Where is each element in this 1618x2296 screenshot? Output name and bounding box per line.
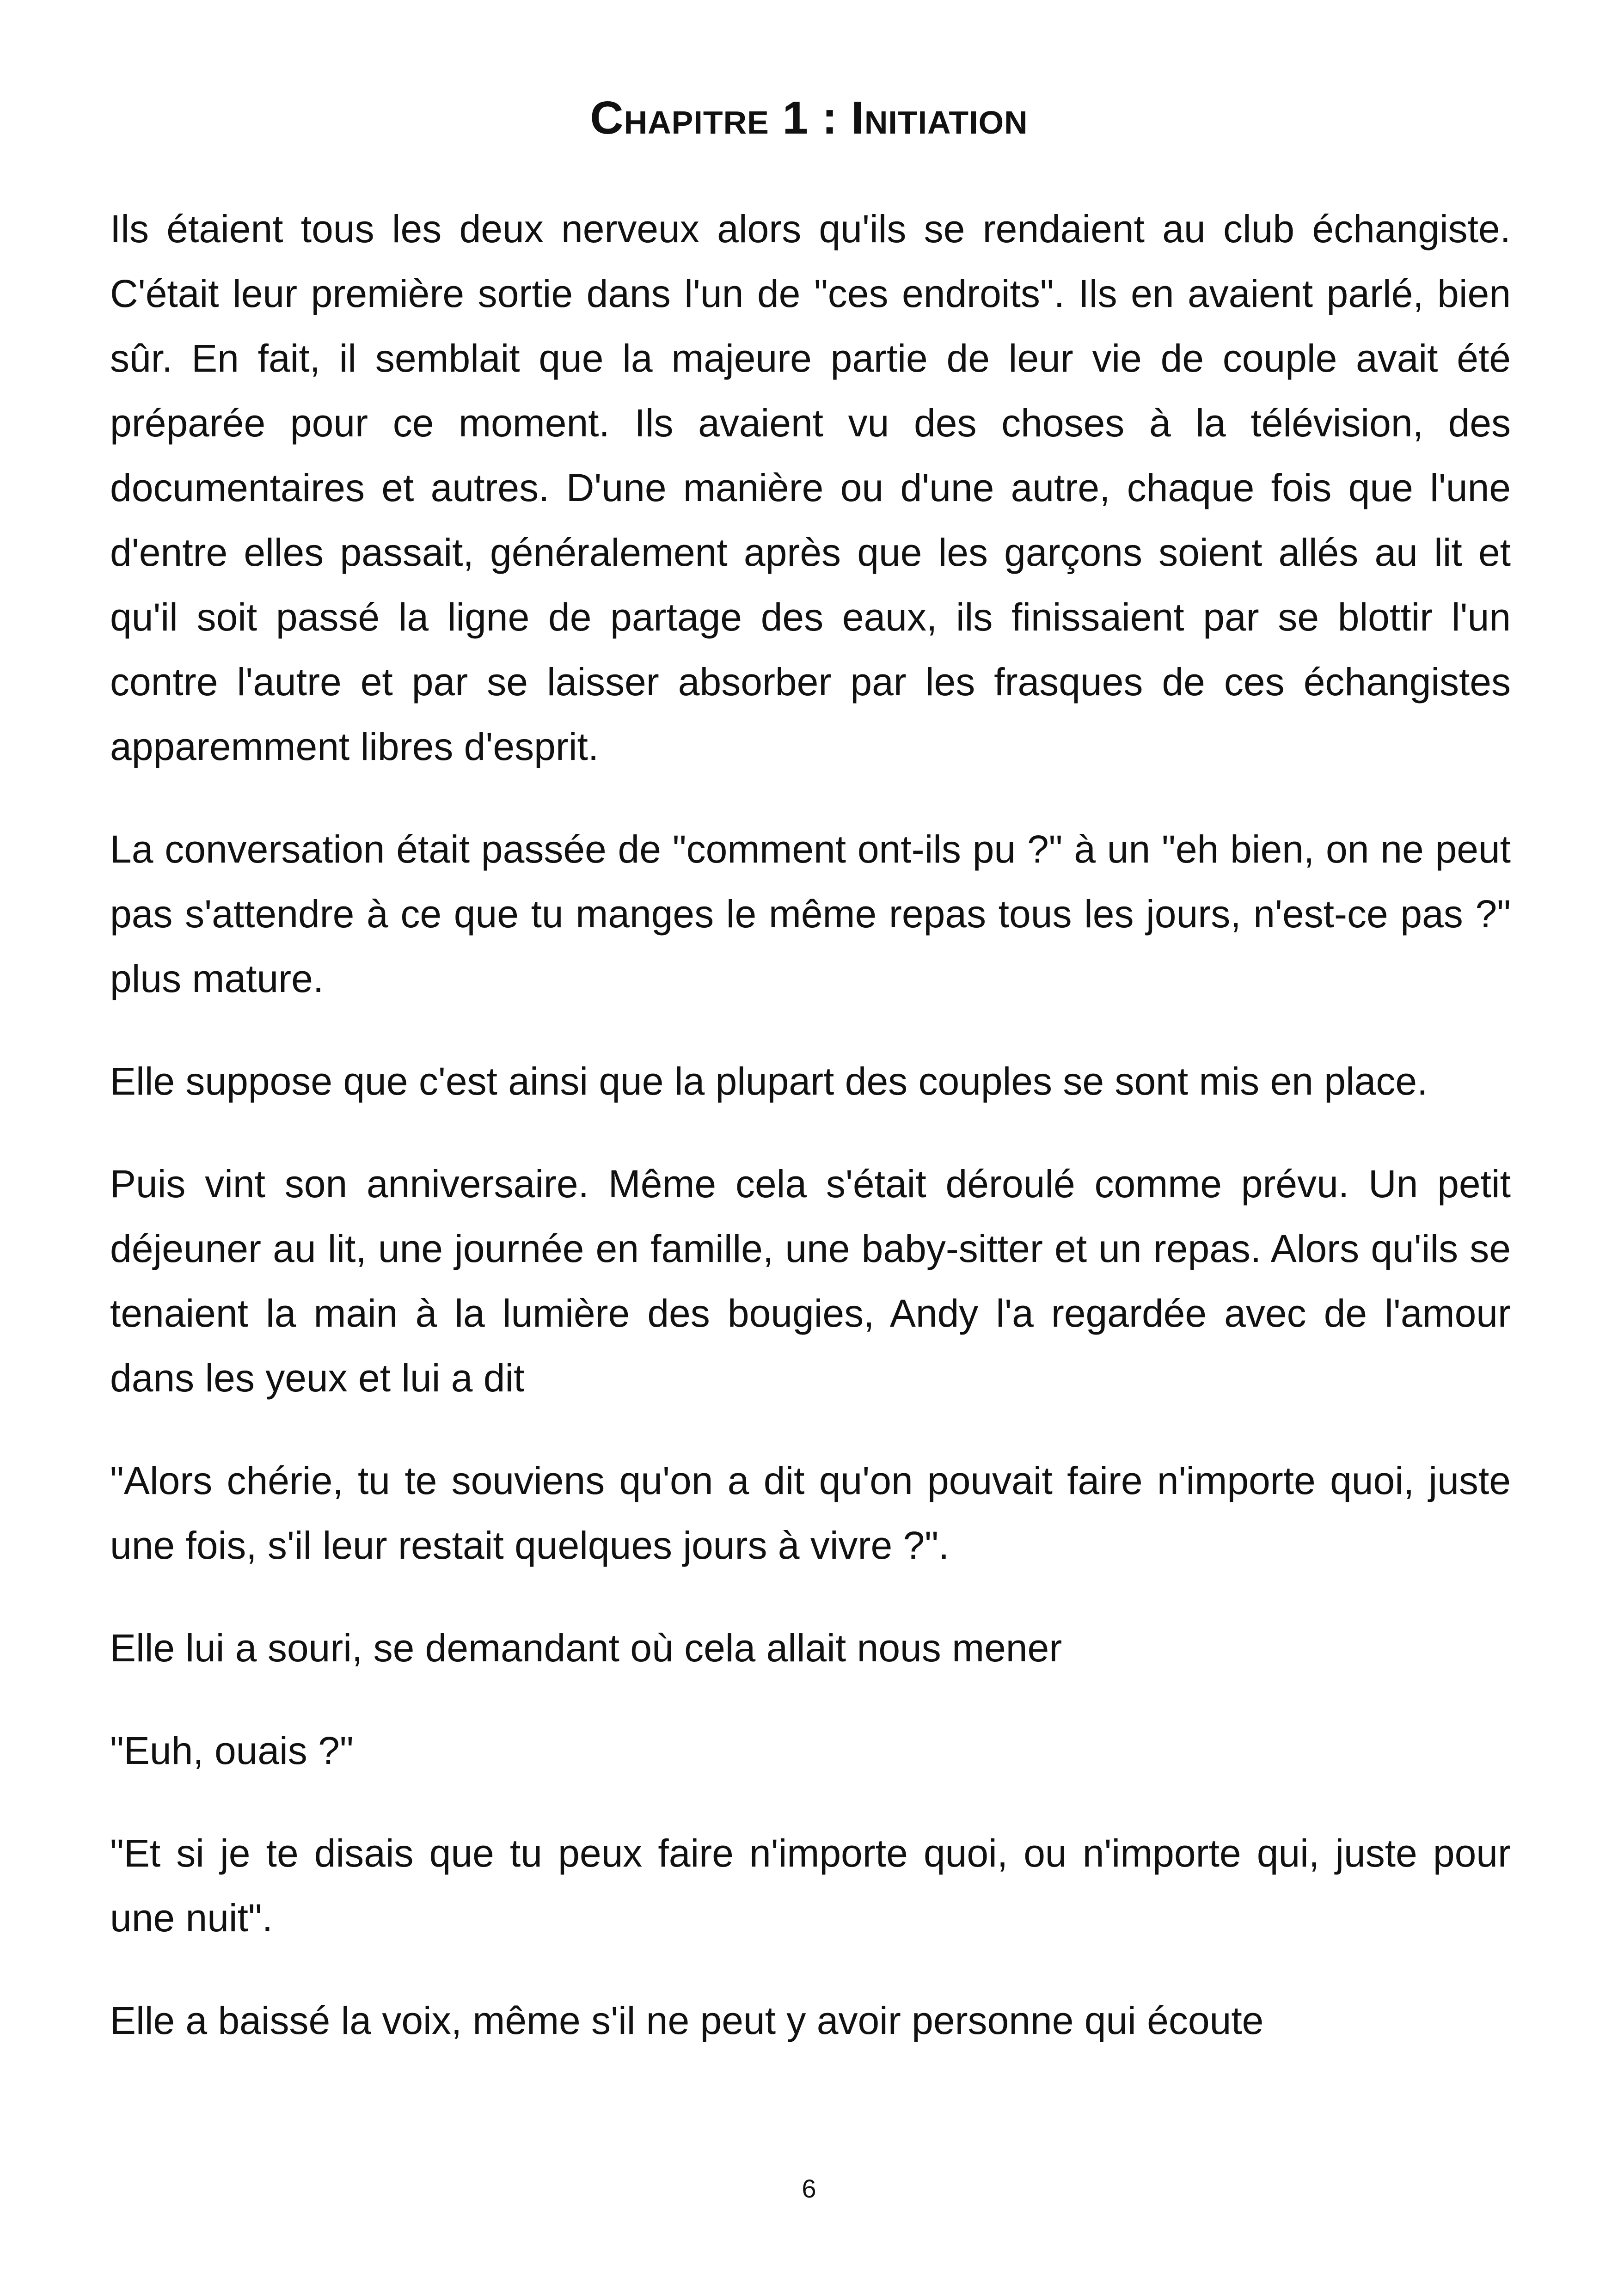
paragraph: Ils étaient tous les deux nerveux alors qu'ils se rendaient au club échangiste. C'était leur première sortie dans l'un de "ces endroits". Ils en avaient parlé, bien sûr. En fait, il semblait que la majeure partie de leur vie de couple avait été préparée pour ce moment. Ils avaient vu des choses à la télévision, des documentaires et autres. D'une manière ou d'une autre, chaque fois que l'une d'entre elles passait, généralement après que les garçons soient allés au lit et qu'il soit passé la ligne de partage des eaux, ils finissaient par se blottir l'un contre l'autre et par se laisser absorber par les frasques de ces échangistes apparemment libres d'esprit. [110,207,1511,768]
chapter-title: Chapitre 1 : Initiation [590,92,1028,144]
paragraph: "Et si je te disais que tu peux faire n'importe quoi, ou n'importe qui, juste pour une nuit". [110,1831,1511,1940]
paragraph: Elle a baissé la voix, même s'il ne peut y avoir personne qui écoute [110,1999,1264,2042]
body-text [110,196,1511,2091]
paragraph: Elle suppose que c'est ainsi que la plupart des couples se sont mis en place. [110,1059,1428,1103]
paragraph: Puis vint son anniversaire. Même cela s'était déroulé comme prévu. Un petit déjeuner au lit, une journée en famille, une baby-sitter et un repas. Alors qu'ils se tenaient la main à la lumière des bougies, Andy l'a regardée avec de l'amour dans les yeux et lui a dit [110,1162,1511,1400]
page-number: 6 [802,2174,816,2203]
paragraph: La conversation était passée de "comment ont-ils pu ?" à un "eh bien, on ne peut pas s'attendre à ce que tu manges le même repas tous les jours, n'est-ce pas ?" plus mature. [110,827,1511,1000]
paragraph: Elle lui a souri, se demandant où cela allait nous mener [110,1626,1062,1670]
paragraph: "Euh, ouais ?" [110,1729,354,1772]
paragraph: "Alors chérie, tu te souviens qu'on a dit qu'on pouvait faire n'importe quoi, juste une fois, s'il leur restait quelques jours à vivre ?". [110,1459,1511,1567]
